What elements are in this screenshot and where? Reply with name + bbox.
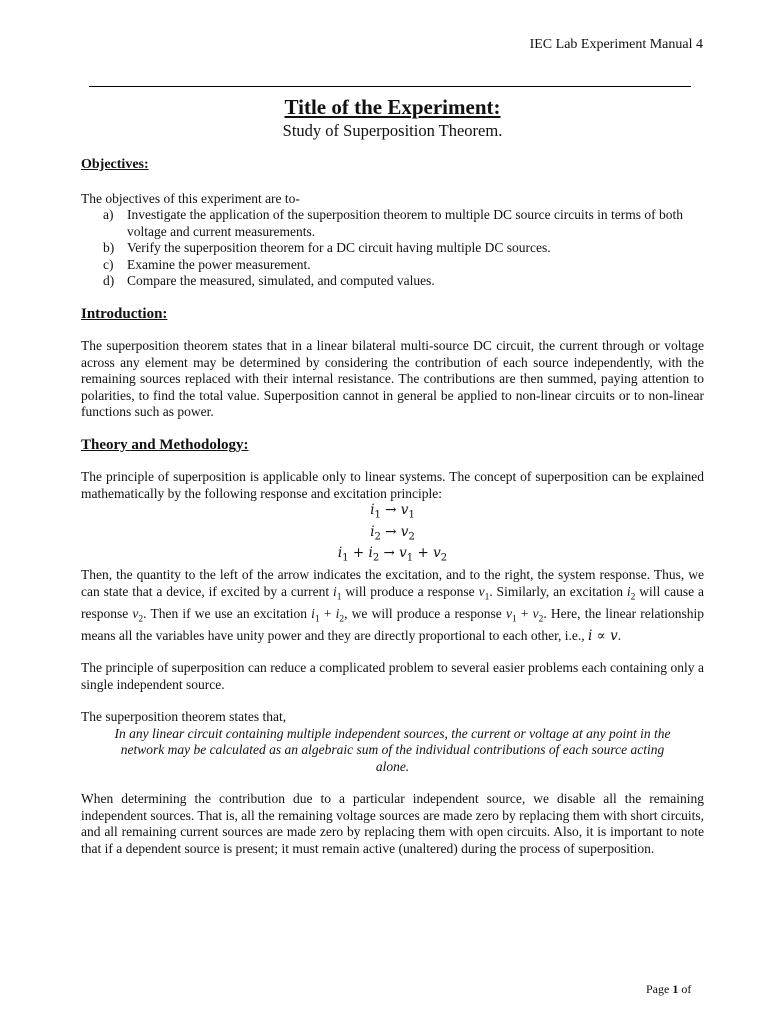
page-footer: Page 1 of [646,982,692,996]
document-body [81,94,704,857]
objectives-heading: Objectives: [81,157,149,172]
list-marker: c) [103,256,114,272]
running-header: IEC Lab Experiment Manual 4 [529,37,703,52]
theory-paragraph-4: The superposition theorem states that, [81,709,287,725]
list-marker: b) [103,240,115,255]
equation-2: $i_2 \to v_2$ [370,523,415,543]
theory-paragraph-5: When determining the contribution due to a particular independent source, we disable all the remaining independent sources. That is, all the remaining voltage sources are made zero by replacing them with short circuits, and all remaining current sources are made zero by replacing them with open circuits. Also, it is important to note that if a dependent source is present; it must remain active (unaltered) during the process of superposition. [81,791,704,856]
introduction-heading: Introduction: [81,305,168,322]
experiment-subtitle: Study of Superposition Theorem. [282,121,503,140]
list-item [103,240,704,257]
list-marker: d) [103,273,115,288]
list-marker: a) [103,207,114,222]
objectives-intro: The objectives of this experiment are to- [81,190,300,206]
theory-heading: Theory and Methodology: [81,436,249,453]
list-item [103,207,704,240]
list-item [103,256,704,274]
list-item-text: Verify the superposition theorem for a DC circuit having multiple DC sources. [127,240,551,255]
list-item-text: Compare the measured, simulated, and computed values. [127,273,435,288]
page-number: 1 [672,982,679,996]
header-rule [89,86,691,87]
objectives-list [81,207,704,290]
experiment-title: Title of the Experiment: [284,95,501,119]
equation-3: $i_1 + i_2 \to v_1 + v_2$ [337,545,448,565]
theory-paragraph-1: The principle of superposition is applicable only to linear systems. The concept of superposition can be explained mathematically by the following response and excitation principle: [81,469,704,501]
list-item [103,273,704,290]
list-item-text: Investigate the application of the superposition theorem to multiple DC source circuits in terms of both voltage and current measurements. [127,207,683,239]
equation-1: $i_1 \to v_1$ [370,502,415,521]
list-item-text: Examine the power measurement. [127,256,311,272]
theory-paragraph-2: Then, the quantity to the left of the arrow indicates the excitation, and to the right, the system response. Thus, we can state that a device, if excited by a current $i_1$ will produce a response $v_1$. Similarly, an excitation $i_2$ will cause a response $v_2$. Then if we use an excitation $i_1 + i_2$, we will produce a response $v_1 + v_2$. Here, the linear relationship means all the variables have unity power and they are directly proportional to each other, i.e., i ∝ v. [81,567,704,644]
theory-paragraph-3: The principle of superposition can reduce a complicated problem to several easier problems each containing only a single independent source. [81,660,704,692]
introduction-text: The superposition theorem states that in a linear bilateral multi-source DC circuit, the current through or voltage across any element may be determined by considering the contribution of each source independently, with the remaining sources replaced with their internal resistance. The contributions are then summed, paying attention to polarities, to find the total value. Superposition cannot in general be applied to non-linear circuits or to non-linear functions such as power. [81,338,704,419]
theorem-statement: In any linear circuit containing multiple independent sources, the current or voltage at any point in the network may be calculated as an algebraic sum of the individual contributions of each source acting alone. [114,725,671,774]
